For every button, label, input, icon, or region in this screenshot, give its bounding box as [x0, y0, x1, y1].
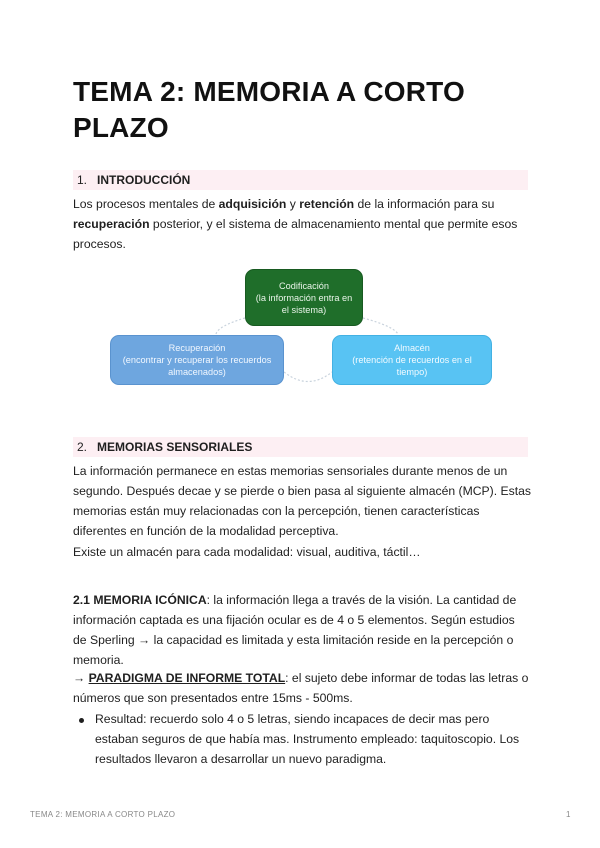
node-description: (retención de recuerdos en el tiempo)	[352, 355, 472, 377]
iconic-memory-paragraph	[73, 590, 531, 670]
intro-text: Los procesos mentales de	[73, 197, 219, 211]
iconic-memory-text: : la información llega a través de la visión. La cantidad de información captada es una fijación ocular es de 4 o 5 elementos. Según estudios de Sperling → la capacidad es limitada y esta limitación reside en la percepción o memoria.	[73, 593, 517, 667]
footer-title: TEMA 2: MEMORIA A CORTO PLAZO	[30, 810, 176, 819]
node-title: Almacén	[394, 343, 430, 353]
node-title: Codificación	[278, 280, 330, 291]
intro-bold-adquisicion: adquisición	[218, 197, 287, 211]
node-description: (encontrar y recuperar los recuerdos almacenados)	[122, 355, 272, 377]
intro-text: posterior, y el sistema de almacenamiento mental que permite esos procesos.	[73, 217, 518, 251]
section-heading-text: INTRODUCCIÓN	[97, 173, 191, 187]
section-heading-introduccion	[73, 170, 528, 190]
diagram-node-codificacion	[245, 269, 363, 326]
page-title: TEMA 2: MEMORIA A CORTO PLAZO	[73, 76, 465, 143]
memory-cycle-diagram	[108, 266, 494, 390]
node-description: (la información entra en el sistema)	[255, 292, 353, 315]
section-number: 1.	[77, 173, 88, 187]
intro-bold-retencion: retención	[299, 197, 355, 211]
node-title: Recuperación	[168, 343, 226, 353]
diagram-node-recuperacion	[110, 335, 284, 385]
intro-text: y	[286, 197, 300, 211]
intro-bold-recuperacion: recuperación	[73, 217, 150, 231]
arrow-glyph: →	[73, 671, 89, 685]
section-heading-text: MEMORIAS SENSORIALES	[97, 440, 253, 454]
paradigm-paragraph	[73, 668, 531, 708]
bullet-icon	[79, 718, 84, 723]
paradigm-text: : el sujeto debe informar de todas las letras o números que son presentados entre 15ms - 500ms.	[73, 671, 529, 705]
footer-page-number: 1	[566, 810, 571, 819]
paradigm-label: PARADIGMA DE INFORME TOTAL	[88, 671, 286, 685]
sensory-paragraph: La información permanece en estas memorias sensoriales durante menos de un segundo. Después decae y se pierde o bien pasa al siguiente almacén (MCP). Estas memorias están muy relacionadas con la percepción, tienen características diferentes en función de la modalidad perceptiva.	[73, 464, 531, 538]
intro-paragraph	[73, 194, 531, 254]
section-heading-memorias-sensoriales	[73, 437, 528, 457]
intro-text: de la información para su	[354, 197, 495, 211]
result-bullet: Resultad: recuerdo solo 4 o 5 letras, siendo incapaces de decir mas pero estaban seguros de que había mas. Instrumento empleado: taquitoscopio. Los resultados llevaron a desarrollar un nuevo paradigma.	[95, 712, 520, 766]
diagram-node-almacen	[332, 335, 492, 385]
iconic-memory-label: 2.1 MEMORIA ICÓNICA	[73, 593, 207, 607]
modalities-paragraph: Existe un almacén para cada modalidad: visual, auditiva, táctil…	[73, 545, 421, 559]
section-number: 2.	[77, 440, 88, 454]
